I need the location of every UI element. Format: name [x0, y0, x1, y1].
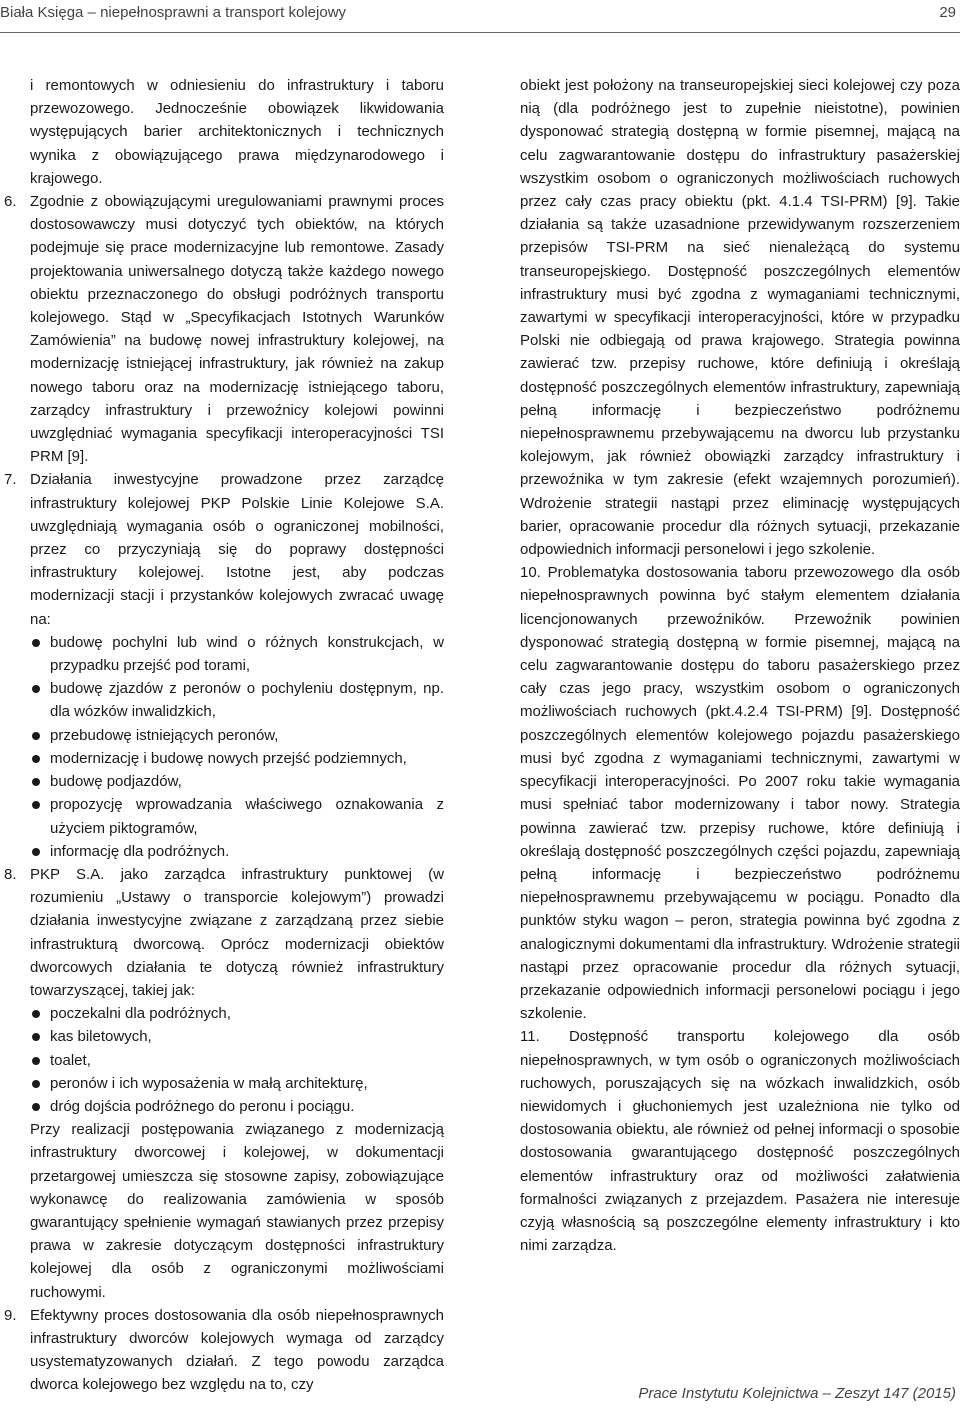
bullet-item: budowę pochylni lub wind o różnych konstrukcjach, w przypadku przejść pod torami,: [30, 631, 444, 677]
bullet-item: modernizację i budowę nowych przejść podziemnych,: [30, 747, 444, 770]
item-text: [520, 1025, 960, 1257]
running-header-title: Biała Księga – niepełnosprawni a transport kolejowy: [0, 4, 347, 21]
item-number: 9.: [4, 1306, 17, 1324]
item-number: 10.: [520, 564, 541, 582]
bullet-item: dróg dojścia podróżnego do peronu i pociągu.: [30, 1095, 444, 1118]
bullet-item: toalet,: [30, 1049, 444, 1072]
item-number: 7.: [4, 471, 17, 489]
right-column: [520, 74, 960, 1257]
list-item-10: [520, 561, 960, 1025]
bullet-item: budowę zjazdów z peronów o pochyleniu dostępnym, np. dla wózków inwalidzkich,: [30, 677, 444, 723]
list-item-6: [4, 190, 444, 468]
list-item-11: [520, 1025, 960, 1257]
item-text-continuation: Przy realizacji postępowania związanego z modernizacją infrastruktury dworcowej i kolejowej, w dokumentacji przetargowej umieszcza się stosowne zapisy, zobowiązujące wykonawcę do realizowania zamówienia w sposób gwarantujący spełnienie wymagań stawianych przez przepisy prawa w zakresie dotyczącym dostępności infrastruktury kolejowej dla osób z ograniczonymi możliwościami ruchowymi.: [30, 1121, 444, 1301]
bullet-list: [30, 1002, 444, 1118]
bullet-item: budowę podjazdów,: [30, 770, 444, 793]
page-number: 29: [939, 4, 956, 21]
bullet-item: propozycję wprowadzania właściwego oznakowania z użyciem piktogramów,: [30, 793, 444, 839]
bullet-item: przebudowę istniejących peronów,: [30, 724, 444, 747]
bullet-item: kas biletowych,: [30, 1025, 444, 1048]
item-text: Efektywny proces dostosowania dla osób niepełnosprawnych infrastruktury dworców kolejowych wymaga od zarządcy usystematyzowanych działań. Z tego powodu zarządca dworca kolejowego bez względu na to, czy: [30, 1306, 444, 1394]
bullet-item: poczekalni dla podróżnych,: [30, 1002, 444, 1025]
item-number: 11.: [520, 1028, 540, 1046]
bullet-item: peronów i ich wyposażenia w małą architekturę,: [30, 1072, 444, 1095]
header-divider: [0, 32, 960, 33]
continuation-paragraph: obiekt jest położony na transeuropejskiej sieci kolejowej czy poza nią (dla podróżnego jest to zupełnie nieistotne), powinien dysponować strategią dostępną w formie pisemnej, mającą na celu zagwarantowanie dostępu do infrastruktury pasażerskiej wszystkim osobom o ograniczonych możliwościach ruchowych przez cały czas pracy obiektu (pkt. 4.1.4 TSI-PRM) [9]. Takie działania są także uzasadnione przewidywanym rozszerzeniem przepisów TSI-PRM na sieć nienależącą do systemu transeuropejskiego. Dostępność poszczególnych elementów infrastruktury musi być zgodna z wymaganiami technicznymi, zawartymi w specyfikacji interoperacyjności, które w przypadku Polski nie odbiegają od prawa krajowego. Strategia powinna zawierać tzw. przepisy ruchowe, które definiują i określają dostępność poszczególnych elementów infrastruktury, zapewniają pełną informację i bezpieczeństwo podróżnemu niepełnosprawnemu przebywającemu na dworcu lub przystanku kolejowym, jak również obowiązki zarządcy infrastruktury i przewoźnika w tym zakresie (efekt wzajemnych porozumień). Wdrożenie strategii nastąpi przez eliminację występujących barier, opracowanie procedur dla różnych sytuacji, przekazanie odpowiednich informacji personelowi i jego szkolenie.: [520, 77, 960, 559]
bullet-list: [30, 631, 444, 863]
item-number: 8.: [4, 865, 17, 883]
list-item-8: [4, 863, 444, 1304]
item-body: Problematyka dostosowania taboru przewozowego dla osób niepełnosprawnych powinna być stałym elementem działania licencjonowanych przewoźników. Przewoźnik powinien dysponować strategią dostępną w formie pisemnej, mającą na celu zagwarantowanie dostępu do taboru pasażerskiego przez cały czas jego pracy, wszystkim osobom o ograniczonych możliwościach ruchowych (pkt.4.2.4 TSI-PRM) [9]. Dostępność poszczególnych elementów kolejowego pojazdu pasażerskiego musi być zgodna z wymaganiami technicznymi, zawartymi w specyfikacji interoperacyjności. Po 2007 roku takie wymagania musi spełniać tabor modernizowany i tabor nowy. Strategia powinna zawierać tzw. przepisy ruchowe, które definiują i określają dostępność poszczególnych części pojazdu, zapewniają pełną informację i bezpieczeństwo podróżnemu niepełnosprawnemu przebywającemu w pociągu. Ponadto dla punktów styku wagon – peron, strategia powinna być zgodna z analogicznymi dokumentami dla infrastruktury. Wdrożenie strategii nastąpi przez opracowanie procedur dla różnych sytuacji, przekazanie odpowiednich informacji personelowi pociągu i jego szkolenie.: [520, 564, 960, 1023]
running-header: [0, 0, 960, 30]
list-item-9: [4, 1304, 444, 1397]
item-number: 6.: [4, 193, 17, 211]
item-text: [520, 561, 960, 1025]
item-text: Działania inwestycyjne prowadzone przez zarządcę infrastruktury kolejowej PKP Polskie Linie Kolejowe S.A. uwzględniają wymagania osób o ograniczonej mobilności, przez co przyczyniają się do poprawy dostępności infrastruktury kolejowej. Istotne jest, aby podczas modernizacji stacji i przystanków kolejowych zwracać uwagę na:: [30, 471, 444, 628]
bullet-item: informację dla podróżnych.: [30, 840, 444, 863]
list-item-7: [4, 468, 444, 862]
item-text: Zgodnie z obowiązującymi uregulowaniami prawnymi proces dostosowawczy musi dotyczyć tych obiektów, na których podejmuje się prace modernizacyjne lub remontowe. Zasady projektowania uniwersalnego dotyczą także każdego nowego obiektu przeznaczonego do obsługi podróżnych transportu kolejowego. Stąd w „Specyfikacjach Istotnych Warunków Zamówienia” na budowę nowej infrastruktury kolejowej, na modernizację istniejącej infrastruktury, jak również na zakup nowego taboru oraz na modernizację istniejącego taboru, zarządcy infrastruktury i przewoźnicy kolejowi powinni uwzględniać wymagania specyfikacji interoperacyjności TSI PRM [9].: [30, 193, 444, 466]
item-body: Dostępność transportu kolejowego dla osób niepełnosprawnych, w tym osób o ograniczonych możliwościach ruchowych, poruszających się na wózkach inwalidzkich, osób niewidomych i głuchoniemych jest uzależniona nie tylko od dostosowania obiektu, ale również od pełnej informacji o sposobie dostosowania gwarantującego dostępność poszczególnych elementów infrastruktury oraz od możliwości załatwienia formalności związanych z przejazdem. Pasażera nie interesuje czyją własnością są poszczególne elementy infrastruktury i kto nimi zarządza.: [520, 1028, 960, 1255]
item-text: PKP S.A. jako zarządca infrastruktury punktowej (w rozumieniu „Ustawy o transporcie kolejowym”) prowadzi działania inwestycyjne związane z zarządzaną przez siebie infrastrukturą dworcową. Oprócz modernizacji obiektów dworcowych działania te dotyczą również infrastruktury towarzyszącej, takiej jak:: [30, 865, 444, 999]
left-column: [4, 74, 444, 1397]
running-footer: Prace Instytutu Kolejnictwa – Zeszyt 147 (2015): [638, 1385, 956, 1402]
intro-paragraph: i remontowych w odniesieniu do infrastruktury i taboru przewozowego. Jednocześnie obowiązek likwidowania występujących barier architektonicznych i technicznych wynika z obowiązującego prawa międzynarodowego i krajowego.: [30, 77, 444, 187]
